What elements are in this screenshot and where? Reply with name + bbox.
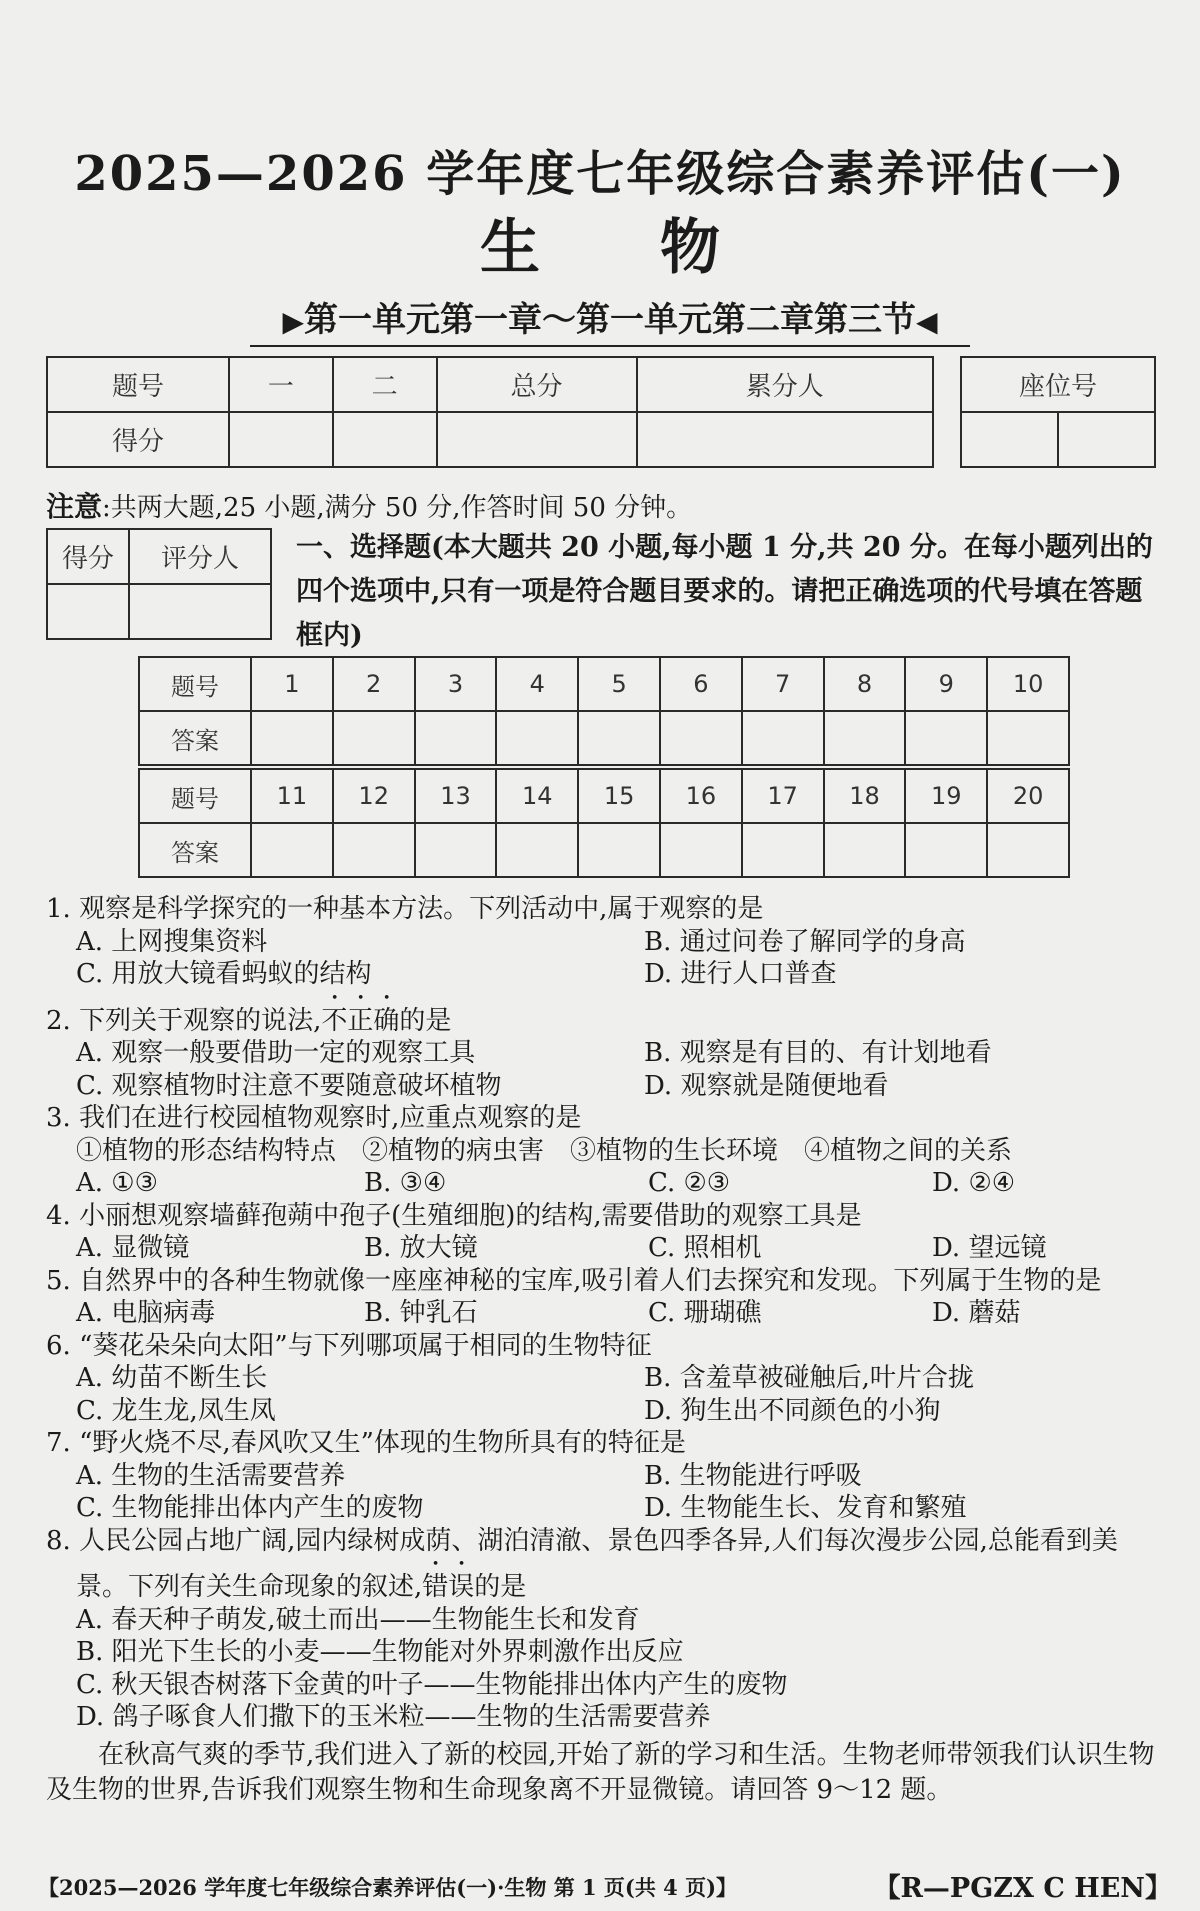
option: D. ②④: [932, 1168, 1016, 1198]
answer-blank-cell[interactable]: [415, 711, 497, 767]
answer-alabel: 答案: [139, 711, 251, 767]
answer-blank-cell[interactable]: [496, 711, 578, 767]
stem-emphasis: 不正确: [321, 1005, 400, 1036]
answer-qnum: 19: [905, 767, 987, 823]
unit-range: [250, 292, 970, 347]
option: C. 龙生龙,凤生凤: [76, 1395, 276, 1426]
answer-qnum: 8: [824, 657, 906, 711]
unit-range-text: 第一单元第一章～第一单元第二章第三节: [304, 300, 916, 340]
question-stem: [46, 991, 1176, 1038]
answer-alabel: 答案: [139, 823, 251, 877]
subject-title: 生物: [480, 213, 840, 283]
option: A. ①③: [76, 1168, 158, 1198]
score-row-label: 得分: [47, 412, 229, 467]
answer-number-row: [139, 657, 1069, 711]
question-options: [46, 926, 1176, 991]
score-header-cell: 总分: [437, 357, 637, 412]
score-blank-cell[interactable]: [437, 412, 637, 467]
option: C. 观察植物时注意不要随意破坏植物: [76, 1070, 502, 1101]
answer-qnum: 5: [578, 657, 660, 711]
triangle-left-icon: ◀: [916, 305, 938, 338]
answer-blank-cell[interactable]: [905, 711, 987, 767]
score-header-cell: 一: [229, 357, 333, 412]
option: D. 生物能生长、发育和繁殖: [644, 1493, 967, 1523]
question-items: [46, 1135, 1176, 1168]
notice-label: 注意: [46, 490, 103, 523]
stem-text: 的是: [399, 1005, 452, 1036]
option: A. 生物的生活需要营养: [76, 1460, 346, 1491]
score-blank-cell[interactable]: [333, 412, 437, 467]
question-options: [46, 1167, 1176, 1200]
answer-blank-cell[interactable]: [415, 823, 497, 877]
answer-qnum: 4: [496, 657, 578, 711]
option: C. 照相机: [648, 1233, 762, 1263]
answer-blank-row: [139, 823, 1069, 877]
question-stem: 3. 我们在进行校园植物观察时,应重点观察的是: [46, 1103, 582, 1133]
option: D. 观察就是随便地看: [644, 1070, 889, 1101]
stem-emphasis: 错误: [422, 1572, 475, 1602]
option: A. 春天种子萌发,破土而出——生物能生长和发育: [76, 1604, 640, 1635]
seat-blank-cell[interactable]: [1058, 412, 1155, 467]
notice: [46, 485, 692, 525]
answer-blank-cell[interactable]: [824, 711, 906, 767]
option: B. 含羞草被碰触后,叶片合拢: [644, 1363, 974, 1393]
seat-blank-cell[interactable]: [961, 412, 1058, 467]
question-options: [46, 1460, 1176, 1525]
footer-right: 【R—PGZX C HEN】: [873, 1873, 1172, 1904]
reading-passage: 在秋高气爽的季节,我们进入了新的校园,开始了新的学习和生活。生物老师带领我们认识生物及生物的世界,告诉我们观察生物和生命现象离不开显微镜。请回答 9～12 题。: [46, 1739, 1155, 1805]
grader-label: 评分人: [129, 529, 271, 584]
answer-blank-cell[interactable]: [987, 823, 1069, 877]
option: B. 观察是有目的、有计划地看: [644, 1038, 992, 1068]
stem-text: 的是: [474, 1572, 527, 1602]
answer-qnum: 10: [987, 657, 1069, 711]
question-stem: [46, 1557, 1176, 1604]
option: A. 电脑病毒: [76, 1298, 216, 1328]
answer-blank-cell[interactable]: [251, 823, 333, 877]
option: B. 放大镜: [364, 1233, 478, 1263]
score-header-cell: 题号: [47, 357, 229, 412]
stem-text: 2. 下列关于观察的说法,: [46, 1005, 322, 1036]
option: B. 通过问卷了解同学的身高: [644, 926, 966, 957]
answer-blank-cell[interactable]: [660, 711, 742, 767]
answer-qnum: 12: [333, 767, 415, 823]
question-options: [46, 1037, 1176, 1102]
footer-left: 【2025—2026 学年度七年级综合素养评估(一)·生物 第 1 页(共 4 页)】: [38, 1875, 738, 1900]
grader-blank-cell[interactable]: [129, 584, 271, 639]
option: B. 阳光下生长的小麦——生物能对外界刺激作出反应: [76, 1637, 684, 1667]
answer-qnum: 13: [415, 767, 497, 823]
grader-table: [46, 528, 272, 640]
option: B. 生物能进行呼吸: [644, 1460, 862, 1491]
section-1-heading: 一、选择题(本大题共 20 小题,每小题 1 分,共 20 分。在每小题列出的四个选项中,只有一项是符合题目要求的。请把正确选项的代号填在答题框内): [296, 532, 1153, 651]
option: C. 生物能排出体内产生的废物: [76, 1493, 424, 1523]
score-table-score-row: [47, 412, 933, 467]
score-table: [46, 356, 934, 468]
score-header-cell: 累分人: [637, 357, 933, 412]
score-header-cell: 二: [333, 357, 437, 412]
question-stem: 8. 人民公园占地广阔,园内绿树成荫、湖泊清澈、景色四季各异,人们每次漫步公园,总能看到美: [46, 1525, 1118, 1556]
answer-qnum: 18: [824, 767, 906, 823]
answer-blank-cell[interactable]: [824, 823, 906, 877]
triangle-right-icon: ▶: [282, 305, 304, 338]
question-stem: 4. 小丽想观察墙藓孢蒴中孢子(生殖细胞)的结构,需要借助的观察工具是: [46, 1200, 862, 1231]
option: C. 秋天银杏树落下金黄的叶子——生物能排出体内产生的废物: [76, 1669, 788, 1700]
question-stem: 5. 自然界中的各种生物就像一座座神秘的宝库,吸引着人们去探究和发现。下列属于生物的是: [46, 1265, 1102, 1296]
answer-blank-cell[interactable]: [905, 823, 987, 877]
question-stem: 7. “野火烧不尽,春风吹又生”体现的生物所具有的特征是: [46, 1428, 686, 1458]
question-options: [46, 1604, 1176, 1734]
answer-qnum: 7: [742, 657, 824, 711]
item: ④植物之间的关系: [804, 1135, 1013, 1166]
answer-qnum: 16: [660, 767, 742, 823]
question-stem: 6. “葵花朵朵向太阳”与下列哪项属于相同的生物特征: [46, 1330, 652, 1361]
option: C. 珊瑚礁: [648, 1298, 762, 1328]
answer-blank-cell[interactable]: [742, 711, 824, 767]
option: D. 狗生出不同颜色的小狗: [644, 1395, 941, 1426]
option: D. 进行人口普查: [644, 959, 837, 989]
question-stem: 1. 观察是科学探究的一种基本方法。下列活动中,属于观察的是: [46, 894, 764, 924]
answer-table: [138, 656, 1070, 878]
option: D. 蘑菇: [932, 1298, 1021, 1328]
answer-qnum: 3: [415, 657, 497, 711]
option: A. 上网搜集资料: [76, 926, 268, 957]
score-blank-cell[interactable]: [637, 412, 933, 467]
answer-qnum: 11: [251, 767, 333, 823]
answer-qlabel: 题号: [139, 767, 251, 823]
option: D. 鸽子啄食人们撒下的玉米粒——生物的生活需要营养: [76, 1702, 711, 1732]
question-options: [46, 1362, 1176, 1427]
answer-qnum: 20: [987, 767, 1069, 823]
option: D. 望远镜: [932, 1233, 1047, 1263]
option: A. 显微镜: [76, 1233, 190, 1263]
answer-qnum: 15: [578, 767, 660, 823]
question-options: [46, 1232, 1176, 1265]
answer-qlabel: 题号: [139, 657, 251, 711]
answer-blank-row: [139, 711, 1069, 767]
answer-qnum: 17: [742, 767, 824, 823]
notice-text: :共两大题,25 小题,满分 50 分,作答时间 50 分钟。: [102, 493, 693, 523]
answer-blank-cell[interactable]: [496, 823, 578, 877]
answer-blank-cell[interactable]: [333, 823, 415, 877]
exam-title: 2025—2026 学年度七年级综合素养评估(一): [74, 146, 1126, 202]
option: A. 观察一般要借助一定的观察工具: [76, 1038, 476, 1068]
option: C. ②③: [648, 1168, 731, 1198]
option: C. 用放大镜看蚂蚁的结构: [76, 959, 372, 989]
score-blank-cell[interactable]: [229, 412, 333, 467]
score-table-header-row: [47, 357, 933, 412]
seat-table: [960, 356, 1156, 468]
answer-qnum: 14: [496, 767, 578, 823]
answer-blank-cell[interactable]: [660, 823, 742, 877]
grader-blank-cell[interactable]: [47, 584, 129, 639]
question-options: [46, 1297, 1176, 1330]
stem-text: 景。下列有关生命现象的叙述,: [76, 1572, 423, 1602]
answer-qnum: 6: [660, 657, 742, 711]
answer-blank-cell[interactable]: [987, 711, 1069, 767]
answer-number-row: [139, 767, 1069, 823]
answer-blank-cell[interactable]: [578, 823, 660, 877]
answer-qnum: 2: [333, 657, 415, 711]
seat-label: 座位号: [961, 357, 1155, 412]
option: A. 幼苗不断生长: [76, 1363, 268, 1393]
answer-qnum: 9: [905, 657, 987, 711]
item: ②植物的病虫害: [362, 1135, 545, 1166]
option: B. 钟乳石: [364, 1298, 478, 1328]
answer-qnum: 1: [251, 657, 333, 711]
answer-blank-cell[interactable]: [578, 711, 660, 767]
question-list: [46, 893, 1176, 1808]
item: ①植物的形态结构特点: [76, 1135, 337, 1166]
answer-blank-cell[interactable]: [333, 711, 415, 767]
answer-blank-cell[interactable]: [742, 823, 824, 877]
grader-score-label: 得分: [47, 529, 129, 584]
option: B. ③④: [364, 1168, 447, 1198]
item: ③植物的生长环境: [570, 1135, 779, 1166]
answer-blank-cell[interactable]: [251, 711, 333, 767]
